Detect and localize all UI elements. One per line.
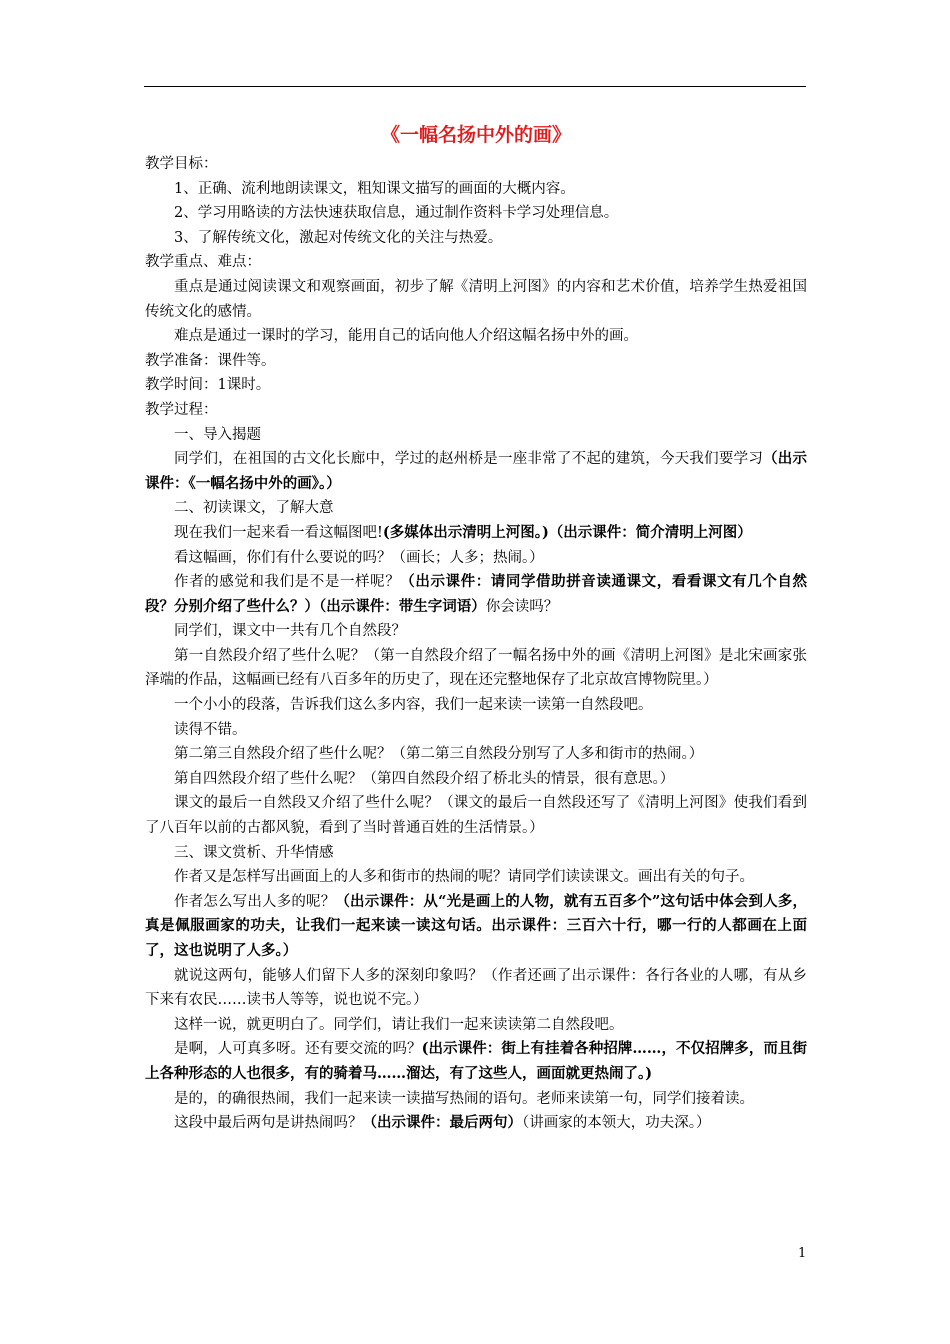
paragraph (145, 423, 807, 448)
bold-text-run: （出示课件：最后两句） (362, 1114, 522, 1132)
text-run: 2、学习用略读的方法快速获取信息，通过制作资料卡学习处理信息。 (174, 205, 619, 222)
paragraph (145, 1013, 807, 1038)
text-run: 同学们，课文中一共有几个自然段？ (174, 623, 406, 640)
text-run: 教学准备：课件等。 (145, 352, 276, 369)
paragraph (145, 1111, 807, 1136)
text-run: 作者又是怎样写出画面上的人多和街市的热闹的呢？请同学们读读课文。画出有关的句子。 (174, 869, 754, 886)
paragraph (145, 644, 807, 693)
text-run: 是啊，人可真多呀。还有要交流的吗？ (174, 1041, 422, 1058)
paragraph (145, 791, 807, 840)
text-run: 这段中最后两句是讲热闹吗？ (174, 1115, 363, 1132)
bold-text-run: (多媒体出示清明上河图。)（出示课件：简介清明上河图） (382, 523, 752, 541)
text-run: 读得不错。 (174, 721, 247, 738)
paragraph (145, 373, 807, 398)
paragraph (145, 324, 807, 349)
page-number: 1 (798, 1246, 807, 1261)
paragraph (145, 250, 807, 275)
text-run: 重点是通过阅读课文和观察画面，初步了解《清明上河图》的内容和艺术价值，培养学生热爱祖国传统文化的感情。 (145, 278, 807, 320)
text-run: 这样一说，就更明白了。同学们，请让我们一起来读读第二自然段吧。 (174, 1016, 624, 1033)
text-run: 第二第三自然段介绍了些什么呢？（第二第三自然段分别写了人多和街市的热闹。） (174, 746, 704, 763)
paragraph (145, 152, 807, 177)
paragraph (145, 718, 807, 743)
text-run: 1、正确、流利地朗读课文，粗知课文描写的画面的大概内容。 (174, 180, 575, 197)
text-run: 现在我们一起来看一看这幅图吧! (174, 524, 383, 541)
document-body (145, 120, 807, 1136)
text-run: 一、导入揭题 (174, 426, 261, 443)
paragraph (145, 349, 807, 374)
paragraph (145, 1037, 807, 1086)
header-rule (144, 86, 806, 87)
paragraph (145, 841, 807, 866)
paragraph (145, 742, 807, 767)
text-run: 教学过程： (145, 401, 218, 418)
paragraph (145, 447, 807, 496)
paragraph (145, 619, 807, 644)
text-run: 难点是通过一课时的学习，能用自己的话向他人介绍这幅名扬中外的画。 (174, 328, 638, 345)
paragraph (145, 767, 807, 792)
paragraph (145, 890, 807, 964)
text-run: 就说这两句，能够人们留下人多的深刻印象吗？（作者还画了出示课件：各行各业的人哪，有从乡下来有农民……读书人等等，说也说不完。） (145, 967, 807, 1009)
text-run: 3、了解传统文化，激起对传统文化的关注与热爱。 (174, 229, 503, 246)
paragraph (145, 521, 807, 546)
text-run: 第自四然段介绍了些什么呢？（第四自然段介绍了桥北头的情景，很有意思。） (174, 770, 675, 787)
paragraph (145, 496, 807, 521)
text-run: 第一自然段介绍了些什么呢？（第一自然段介绍了一幅名扬中外的画《清明上河图》是北宋画家张泽端的作品，这幅画已经有八百多年的历史了，现在还完整地保存了北京故宫博物院里。） (145, 647, 807, 689)
bold-text-run: （出示课件：从“光是画上的人物，就有五百多个”这句话中体会到人多，真是佩服画家的功夫，让我们一起来读一读这句话。出示课件：三百六十行，哪一行的人都画在上面了，这也说明了人多。） (145, 892, 807, 959)
bold-text-run: （出示课件：请同学借助拼音读通课文，看看课文有几个自然段？分别介绍了些什么？）（出示课件：带生字词语） (145, 573, 807, 615)
text-run: （讲画家的本领大，功夫深。） (522, 1115, 711, 1132)
text-run: 同学们，在祖国的古文化长廊中，学过的赵州桥是一座非常了不起的建筑，今天我们要学习 (174, 451, 764, 468)
paragraph (145, 177, 807, 202)
paragraph (145, 398, 807, 423)
text-run: 作者的感觉和我们是不是一样呢？ (174, 574, 401, 591)
text-run: 教学目标： (145, 156, 218, 172)
document-content (145, 152, 807, 1136)
paragraph (145, 201, 807, 226)
text-run: 一个小小的段落，告诉我们这么多内容，我们一起来读一读第一自然段吧。 (174, 697, 653, 714)
document-title: 《一幅名扬中外的画》 (380, 124, 571, 146)
text-run: 教学重点、难点： (145, 254, 261, 271)
paragraph (145, 693, 807, 718)
paragraph (145, 226, 807, 251)
paragraph (145, 546, 807, 571)
text-run: 看这幅画，你们有什么要说的吗？（画长；人多；热闹。） (174, 549, 544, 566)
text-run: 课文的最后一自然段又介绍了些什么呢？（课文的最后一自然段还写了《清明上河图》使我们看到了八百年以前的古都风貌，看到了当时普通百姓的生活情景。） (145, 795, 807, 837)
paragraph (145, 865, 807, 890)
paragraph (145, 1087, 807, 1112)
paragraph (145, 964, 807, 1013)
text-run: 作者怎么写出人多的呢？ (174, 893, 336, 910)
text-run: 你会读吗？ (485, 598, 559, 615)
bold-text-run: (出示课件：街上有挂着各种招牌……，不仅招牌多，而且街上各种形态的人也很多，有的骑着马……溜达，有了这些人，画面就更热闹了。) (145, 1040, 808, 1082)
paragraph (145, 275, 807, 324)
text-run: 三、课文赏析、升华情感 (174, 844, 334, 861)
paragraph (145, 570, 807, 619)
text-run: 教学时间：1课时。 (145, 377, 271, 394)
bold-text-run: （出示课件：《一幅名扬中外的画》。） (145, 450, 807, 492)
text-run: 二、初读课文，了解大意 (174, 500, 334, 517)
text-run: 是的，的确很热闹，我们一起来读一读描写热闹的语句。老师来读第一句，同学们接着读。 (174, 1090, 754, 1107)
